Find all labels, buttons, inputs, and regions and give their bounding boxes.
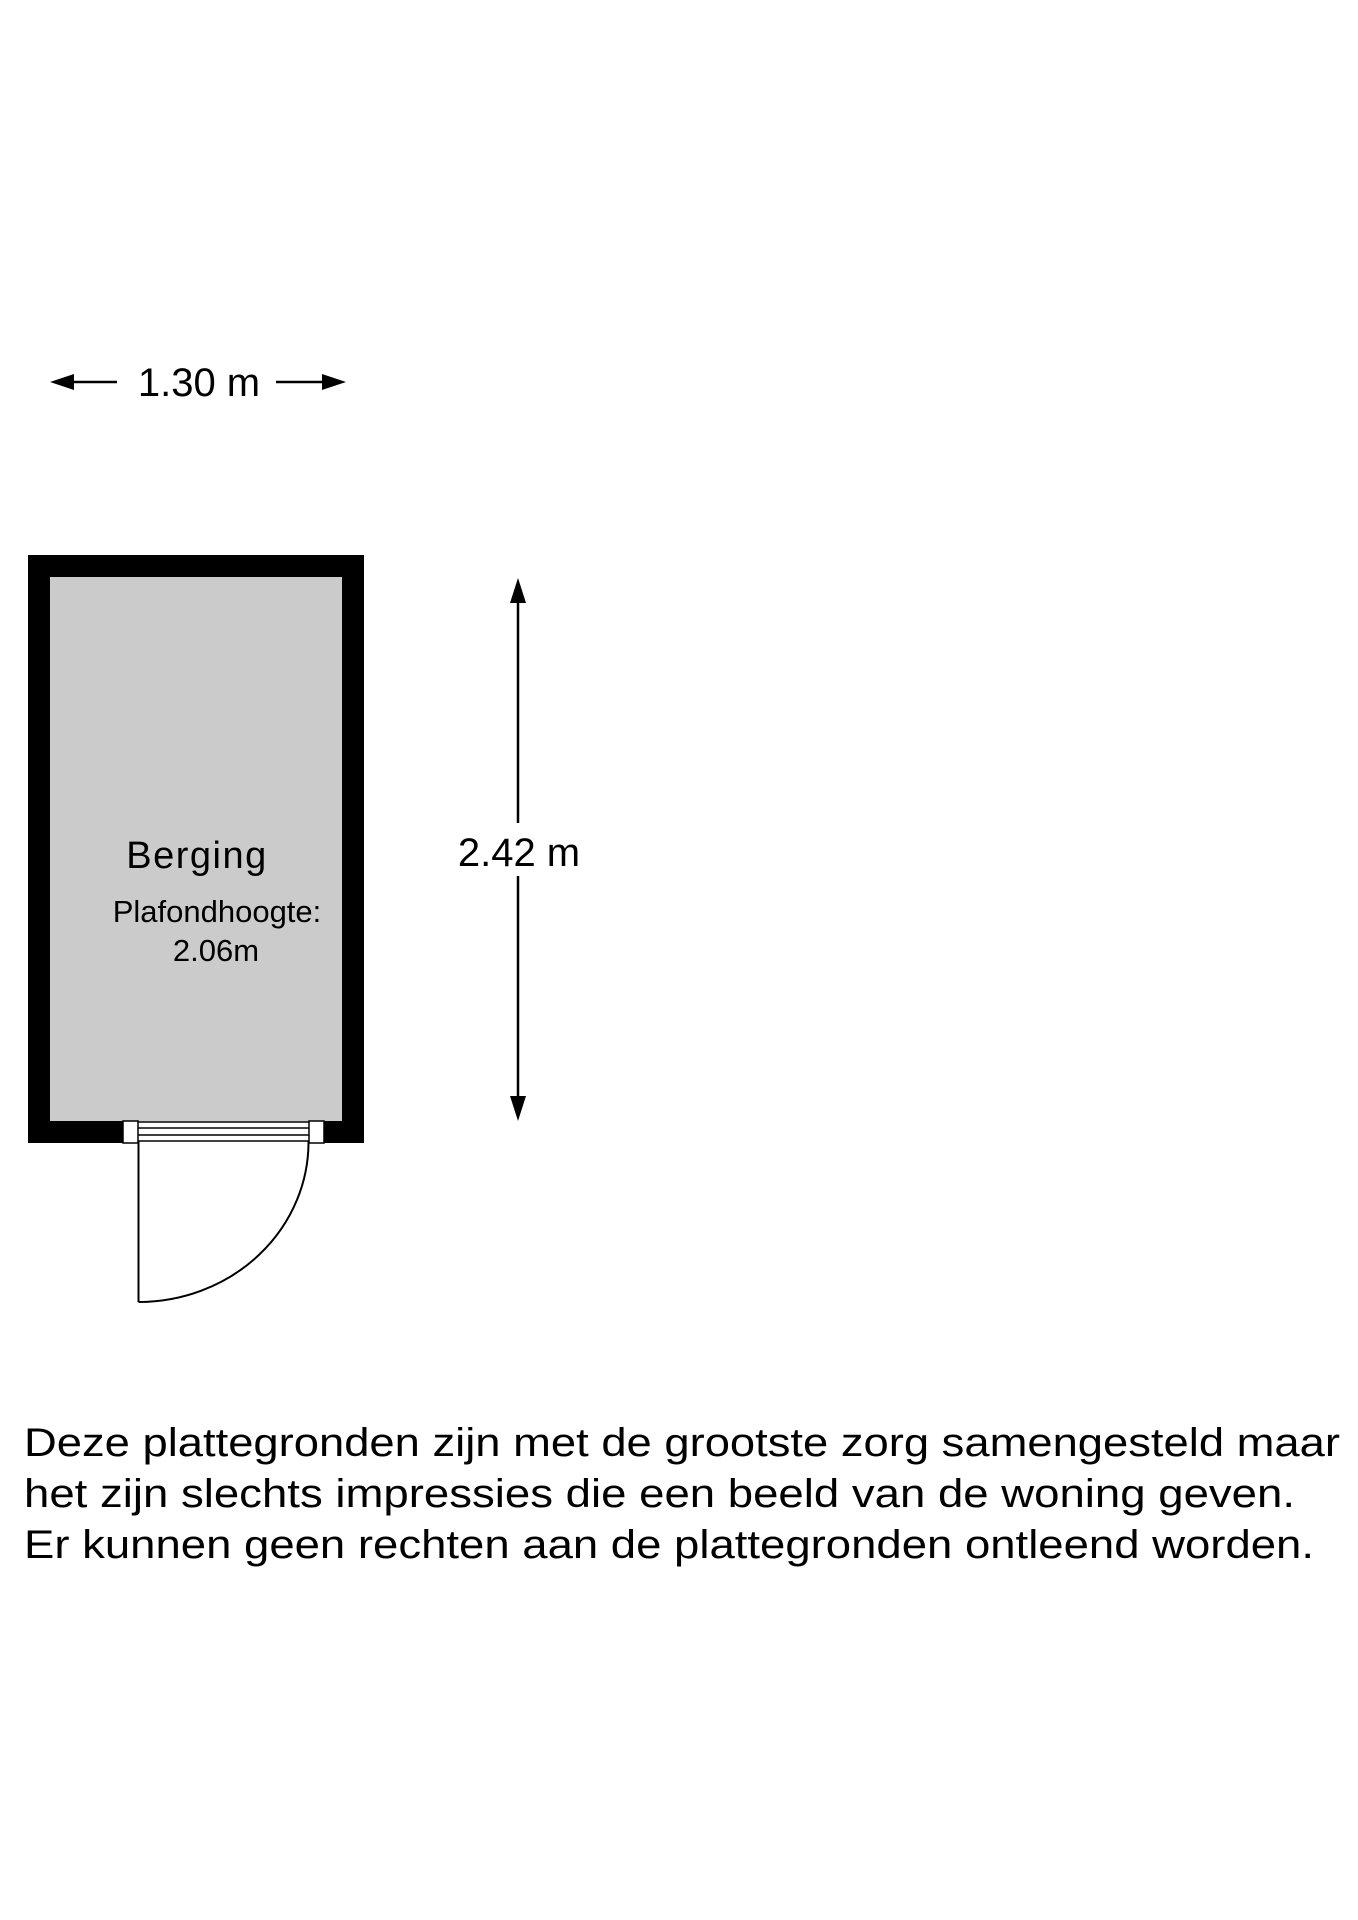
- room-name: Berging: [126, 835, 268, 877]
- disclaimer-line-2: het zijn slechts impressies die een beeld van de woning geven.: [24, 1472, 1295, 1516]
- arrow-right-icon: [276, 374, 346, 390]
- door-swing-icon: [139, 1141, 309, 1302]
- arrow-down-icon: [510, 876, 526, 1121]
- height-label: 2.42 m: [457, 831, 581, 875]
- disclaimer-line-3: Er kunnen geen rechten aan de plattegronden ontleend worden.: [24, 1523, 1314, 1567]
- width-label: 1.30 m: [137, 361, 261, 405]
- door-jamb-right: [309, 1121, 324, 1143]
- ceiling-height-value: 2.06m: [172, 933, 260, 968]
- disclaimer-line-1: Deze plattegronden zijn met de grootste zorg samengesteld maar: [24, 1421, 1340, 1465]
- arrow-left-icon: [50, 374, 117, 390]
- room-berging: [28, 555, 364, 1302]
- disclaimer: [24, 1421, 1340, 1567]
- door-jamb-left: [123, 1121, 138, 1143]
- ceiling-height-label: Plafondhoogte:: [112, 894, 322, 929]
- height-dimension: [458, 578, 580, 1121]
- arrow-up-icon: [510, 578, 526, 823]
- width-dimension: [50, 361, 346, 405]
